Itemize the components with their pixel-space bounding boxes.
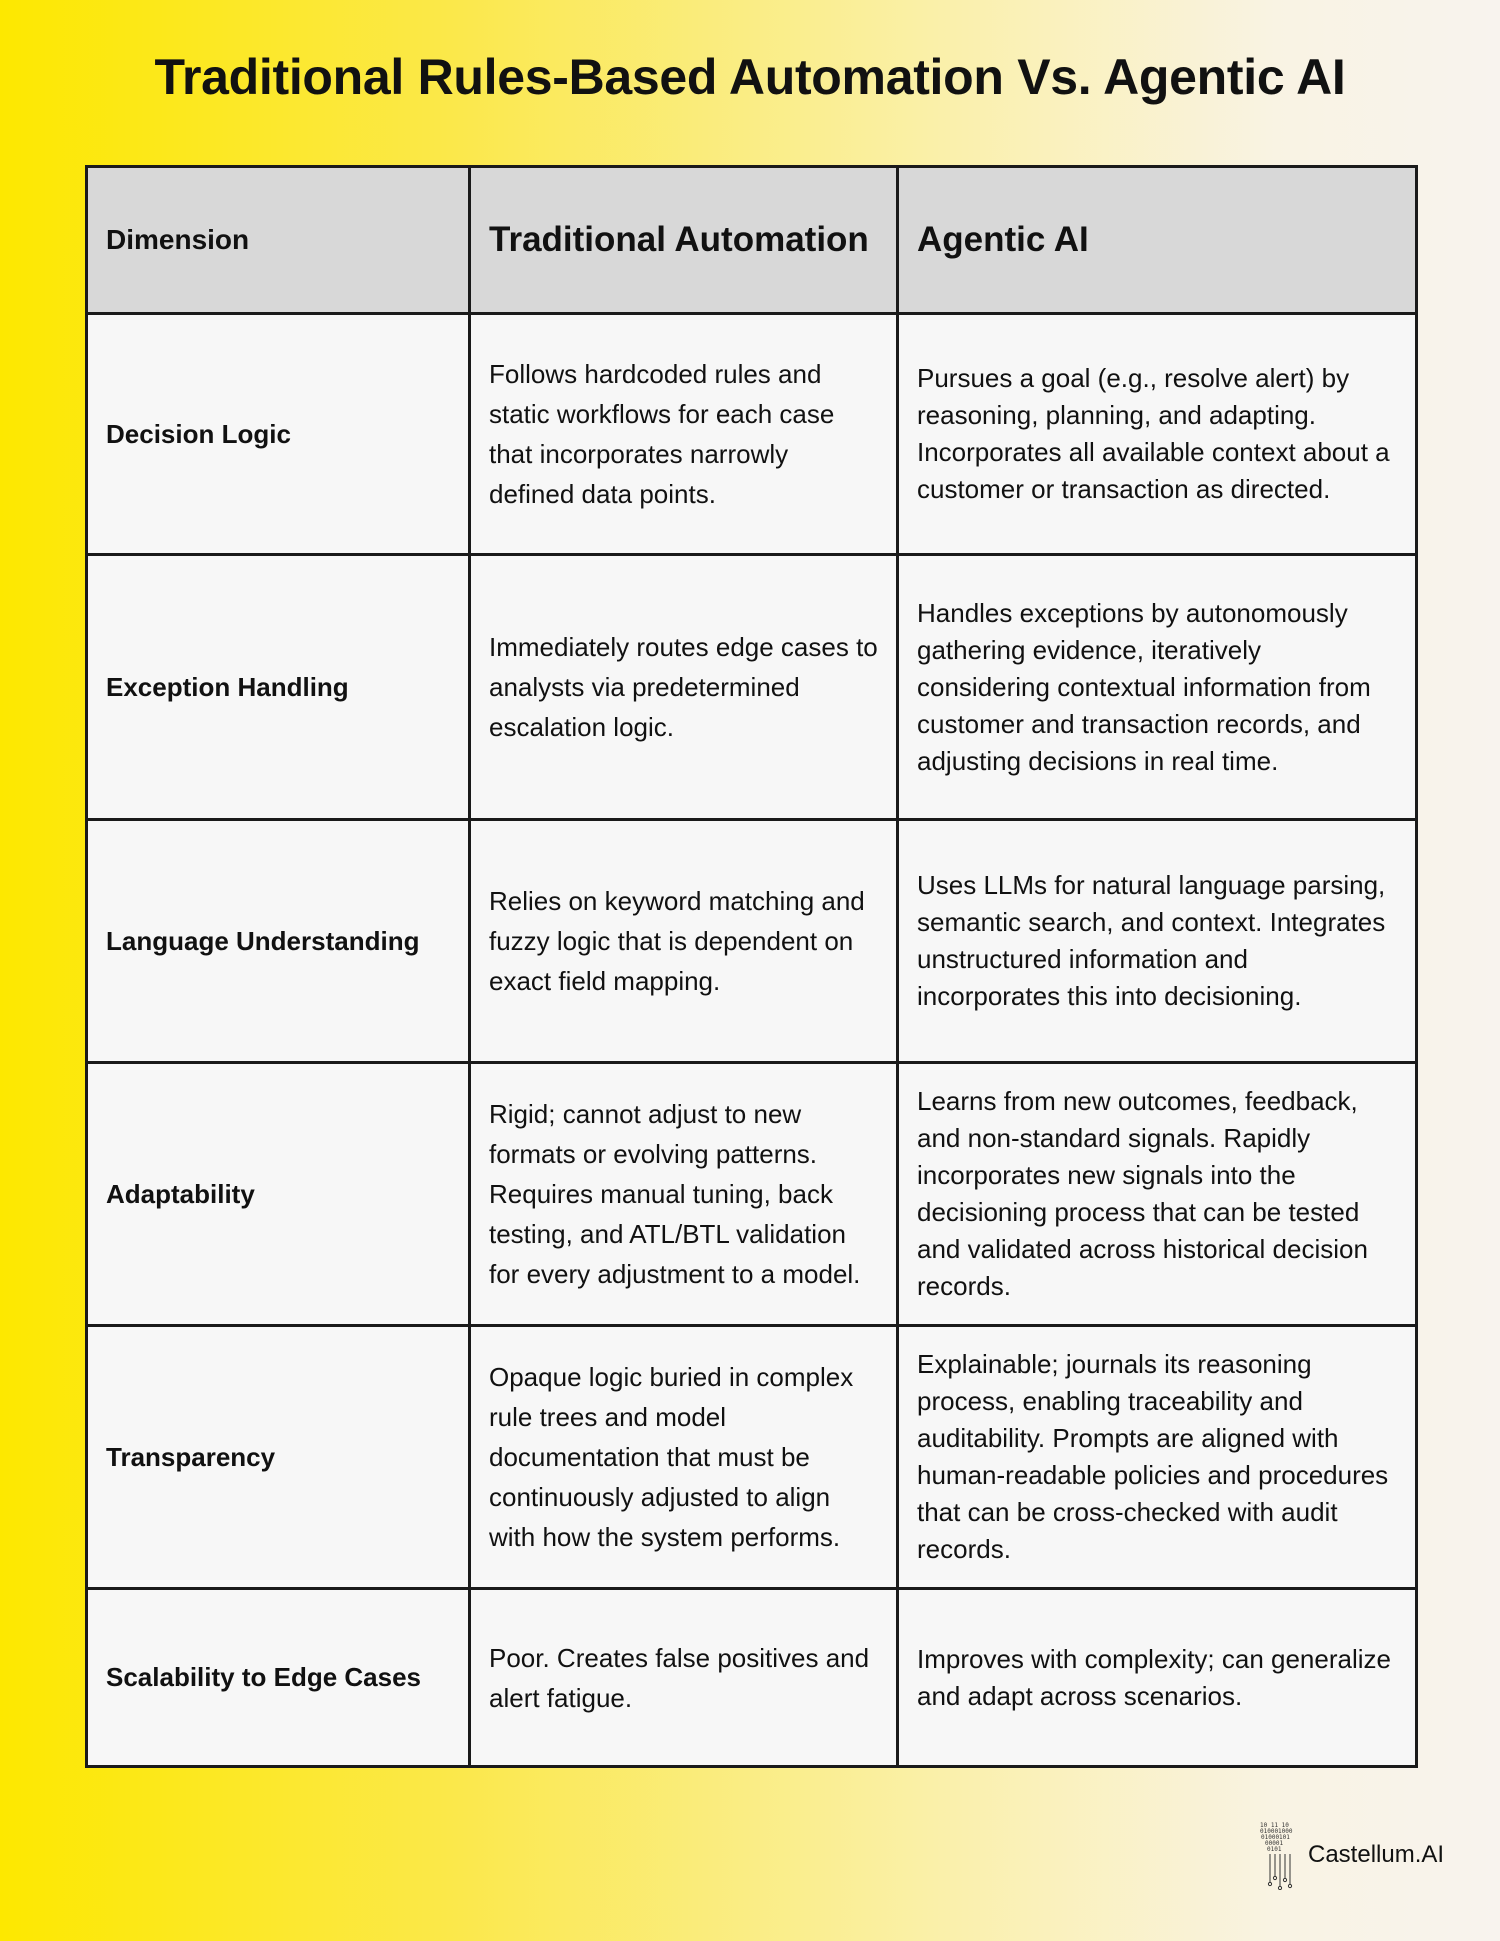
agentic-cell: Learns from new outcomes, feedback, and non-standard signals. Rapidly incorporates new signals into the decisioning process that can be tested and validated across historical decision records. xyxy=(898,1063,1417,1326)
svg-text:0101: 0101 xyxy=(1267,1846,1282,1853)
table-row xyxy=(87,1326,1417,1589)
svg-text:10 11 10: 10 11 10 xyxy=(1260,1822,1289,1829)
castellum-logo-icon xyxy=(1258,1820,1302,1890)
brand xyxy=(1258,1820,1444,1890)
dimension-cell: Transparency xyxy=(87,1326,470,1589)
dimension-cell: Exception Handling xyxy=(87,555,470,820)
brand-name: Castellum.AI xyxy=(1308,1841,1445,1868)
table-row xyxy=(87,555,1417,820)
agentic-cell: Explainable; journals its reasoning process, enabling traceability and auditability. Prompts are aligned with human-readable policies and procedures that can be cross-checked with audit records. xyxy=(898,1326,1417,1589)
page-title: Traditional Rules-Based Automation Vs. Agentic AI xyxy=(154,49,1346,105)
svg-text:010001000: 010001000 xyxy=(1260,1828,1293,1835)
dimension-cell: Adaptability xyxy=(87,1063,470,1326)
dimension-cell: Decision Logic xyxy=(87,314,470,555)
header-dimension: Dimension xyxy=(87,167,470,314)
svg-text:00001: 00001 xyxy=(1265,1840,1284,1847)
comparison-table xyxy=(85,165,1418,1768)
table-row xyxy=(87,820,1417,1063)
agentic-cell: Improves with complexity; can generalize and adapt across scenarios. xyxy=(898,1589,1417,1767)
dimension-cell: Scalability to Edge Cases xyxy=(87,1589,470,1767)
dimension-cell: Language Understanding xyxy=(87,820,470,1063)
traditional-cell: Immediately routes edge cases to analysts via predetermined escalation logic. xyxy=(470,555,898,820)
header-agentic-ai: Agentic AI xyxy=(898,167,1417,314)
agentic-cell: Uses LLMs for natural language parsing, semantic search, and context. Integrates unstructured information and incorporates this into decisioning. xyxy=(898,820,1417,1063)
traditional-cell: Rigid; cannot adjust to new formats or evolving patterns. Requires manual tuning, back testing, and ATL/BTL validation for every adjustment to a model. xyxy=(470,1063,898,1326)
agentic-cell: Handles exceptions by autonomously gathering evidence, iteratively considering contextual information from customer and transaction records, and adjusting decisions in real time. xyxy=(898,555,1417,820)
agentic-cell: Pursues a goal (e.g., resolve alert) by reasoning, planning, and adapting. Incorporates all available context about a customer or transaction as directed. xyxy=(898,314,1417,555)
table-row xyxy=(87,1063,1417,1326)
table-row xyxy=(87,1589,1417,1767)
table-header-row xyxy=(87,167,1417,314)
svg-text:01000101: 01000101 xyxy=(1261,1834,1290,1841)
table-row xyxy=(87,314,1417,555)
header-traditional-automation: Traditional Automation xyxy=(470,167,898,314)
traditional-cell: Poor. Creates false positives and alert fatigue. xyxy=(470,1589,898,1767)
traditional-cell: Follows hardcoded rules and static workflows for each case that incorporates narrowly defined data points. xyxy=(470,314,898,555)
traditional-cell: Relies on keyword matching and fuzzy logic that is dependent on exact field mapping. xyxy=(470,820,898,1063)
traditional-cell: Opaque logic buried in complex rule trees and model documentation that must be continuously adjusted to align with how the system performs. xyxy=(470,1326,898,1589)
